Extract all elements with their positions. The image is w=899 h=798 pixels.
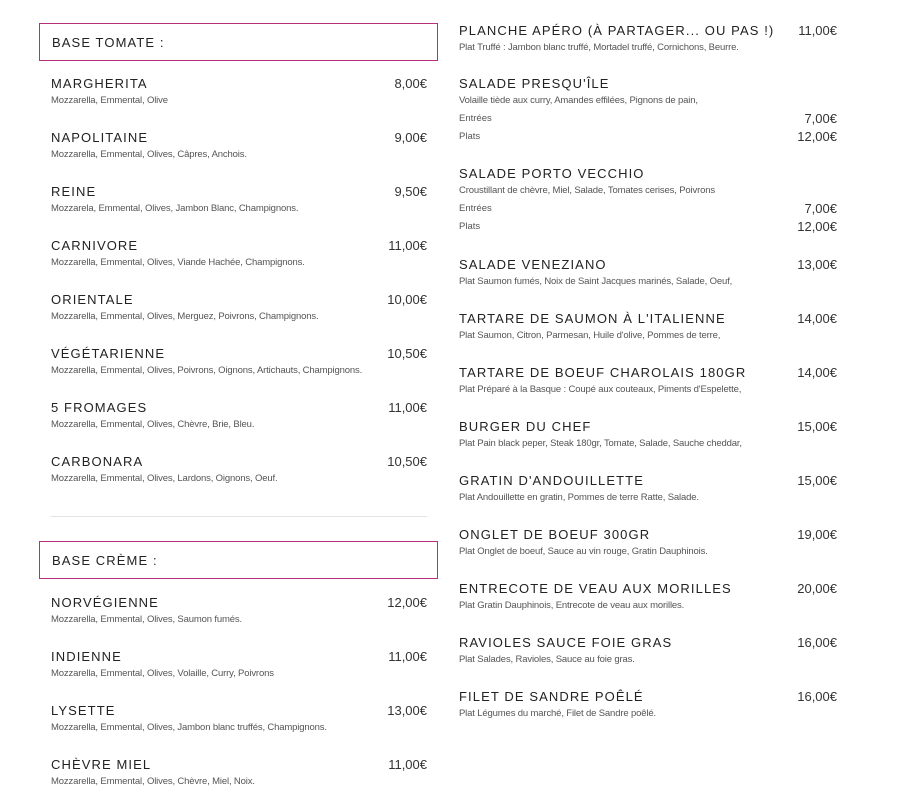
item-description: Plat Saumon fumés, Noix de Saint Jacques marinés, Salade, Oeuf, [459, 276, 733, 287]
portion-label: Entrées [459, 203, 492, 214]
item-name: VÉGÉTARIENNE [51, 346, 166, 361]
item-name: FILET DE SANDRE POÊLÉ [459, 689, 644, 704]
item-description: Croustillant de chèvre, Miel, Salade, Tomates cerises, Poivrons [459, 185, 715, 196]
item-name: SALADE VENEZIANO [459, 257, 607, 272]
portion-option-plat [459, 219, 837, 235]
item-price: 10,00€ [387, 292, 427, 307]
item-price: 14,00€ [797, 365, 837, 380]
item-description: Plat Truffé : Jambon blanc truffé, Mortadel truffé, Cornichons, Beurre. [459, 42, 739, 53]
item-name: TARTARE DE SAUMON À L'ITALIENNE [459, 311, 726, 326]
item-description: Mozzarella, Emmental, Olives, Chèvre, Brie, Bleu. [51, 419, 255, 430]
item-name: CARNIVORE [51, 238, 139, 253]
item-price: 11,00€ [388, 757, 427, 772]
item-name: NAPOLITAINE [51, 130, 149, 145]
item-name: ORIENTALE [51, 292, 134, 307]
item-description: Plat Préparé à la Basque : Coupé aux couteaux, Piments d'Espelette, [459, 384, 742, 395]
item-description: Plat Onglet de boeuf, Sauce au vin rouge, Gratin Dauphinois. [459, 546, 708, 557]
item-price: 13,00€ [387, 703, 427, 718]
item-name: RAVIOLES SAUCE FOIE GRAS [459, 635, 673, 650]
portion-label: Entrées [459, 113, 492, 124]
item-price: 15,00€ [797, 473, 837, 488]
section-header-base-tomate [39, 23, 438, 61]
item-name: GRATIN D'ANDOUILLETTE [459, 473, 644, 488]
portion-price: 7,00€ [804, 111, 837, 126]
section-divider [51, 516, 427, 517]
item-description: Mozzarella, Emmental, Olive [51, 95, 168, 106]
section-header-base-creme [39, 541, 438, 579]
item-description: Plat Saumon, Citron, Parmesan, Huile d'olive, Pommes de terre, [459, 330, 721, 341]
section-title: BASE TOMATE : [52, 35, 165, 50]
item-description: Mozzarella, Emmental, Olives, Volaille, Curry, Poivrons [51, 668, 274, 679]
item-description: Mozzarella, Emmental, Olives, Lardons, Oignons, Oeuf. [51, 473, 278, 484]
item-description: Mozzarella, Emmental, Olives, Jambon blanc truffés, Champignons. [51, 722, 327, 733]
item-name: SALADE PRESQU'ÎLE [459, 76, 610, 91]
portion-option-entree [459, 201, 837, 217]
item-price: 13,00€ [797, 257, 837, 272]
item-name: CHÈVRE MIEL [51, 757, 152, 772]
item-description: Mozzarella, Emmental, Olives, Merguez, Poivrons, Champignons. [51, 311, 319, 322]
item-price: 9,00€ [394, 130, 427, 145]
item-name: ENTRECOTE DE VEAU AUX MORILLES [459, 581, 732, 596]
item-name: TARTARE DE BOEUF CHAROLAIS 180GR [459, 365, 747, 380]
portion-label: Plats [459, 131, 481, 142]
item-price: 19,00€ [797, 527, 837, 542]
item-name: INDIENNE [51, 649, 122, 664]
portion-option-plat [459, 129, 837, 145]
portion-price: 7,00€ [804, 201, 837, 216]
item-price: 16,00€ [797, 689, 837, 704]
item-price: 9,50€ [394, 184, 427, 199]
item-description: Plat Salades, Ravioles, Sauce au foie gras. [459, 654, 635, 665]
item-description: Plat Gratin Dauphinois, Entrecote de veau aux morilles. [459, 600, 685, 611]
item-price: 8,00€ [394, 76, 427, 91]
portion-option-entree [459, 111, 837, 127]
item-name: 5 FROMAGES [51, 400, 148, 415]
item-name: SALADE PORTO VECCHIO [459, 166, 645, 181]
item-description: Mozzarella, Emmental, Olives, Chèvre, Miel, Noix. [51, 776, 255, 787]
item-name: NORVÉGIENNE [51, 595, 159, 610]
item-price: 16,00€ [797, 635, 837, 650]
item-price: 20,00€ [797, 581, 837, 596]
portion-price: 12,00€ [797, 129, 837, 144]
item-name: REINE [51, 184, 97, 199]
item-description: Plat Pain black peper, Steak 180gr, Tomate, Salade, Sauche cheddar, [459, 438, 742, 449]
item-description: Mozzarela, Emmental, Olives, Jambon Blanc, Champignons. [51, 203, 299, 214]
item-description: Mozzarella, Emmental, Olives, Viande Hachée, Champignons. [51, 257, 305, 268]
item-name: MARGHERITA [51, 76, 148, 91]
item-price: 11,00€ [388, 649, 427, 664]
item-description: Plat Andouillette en gratin, Pommes de terre Ratte, Salade. [459, 492, 699, 503]
item-name: BURGER DU CHEF [459, 419, 592, 434]
item-description: Plat Légumes du marché, Filet de Sandre poêlé. [459, 708, 656, 719]
item-price: 10,50€ [387, 454, 427, 469]
item-price: 12,00€ [387, 595, 427, 610]
item-name: CARBONARA [51, 454, 144, 469]
item-name: PLANCHE APÉRO (À PARTAGER... OU PAS !) [459, 23, 775, 38]
item-description: Mozzarella, Emmental, Olives, Câpres, Anchois. [51, 149, 247, 160]
section-title: BASE CRÈME : [52, 553, 158, 568]
item-description: Mozzarella, Emmental, Olives, Poivrons, Oignons, Artichauts, Champignons. [51, 365, 363, 376]
item-name: ONGLET DE BOEUF 300GR [459, 527, 651, 542]
item-name: LYSETTE [51, 703, 116, 718]
item-price: 11,00€ [388, 400, 427, 415]
item-price: 15,00€ [797, 419, 837, 434]
item-description: Mozzarella, Emmental, Olives, Saumon fumés. [51, 614, 243, 625]
item-price: 11,00€ [798, 23, 837, 38]
item-price: 14,00€ [797, 311, 837, 326]
item-description: Volaille tiède aux curry, Amandes effilées, Pignons de pain, [459, 95, 698, 106]
portion-price: 12,00€ [797, 219, 837, 234]
portion-label: Plats [459, 221, 481, 232]
item-price: 11,00€ [388, 238, 427, 253]
item-price: 10,50€ [387, 346, 427, 361]
